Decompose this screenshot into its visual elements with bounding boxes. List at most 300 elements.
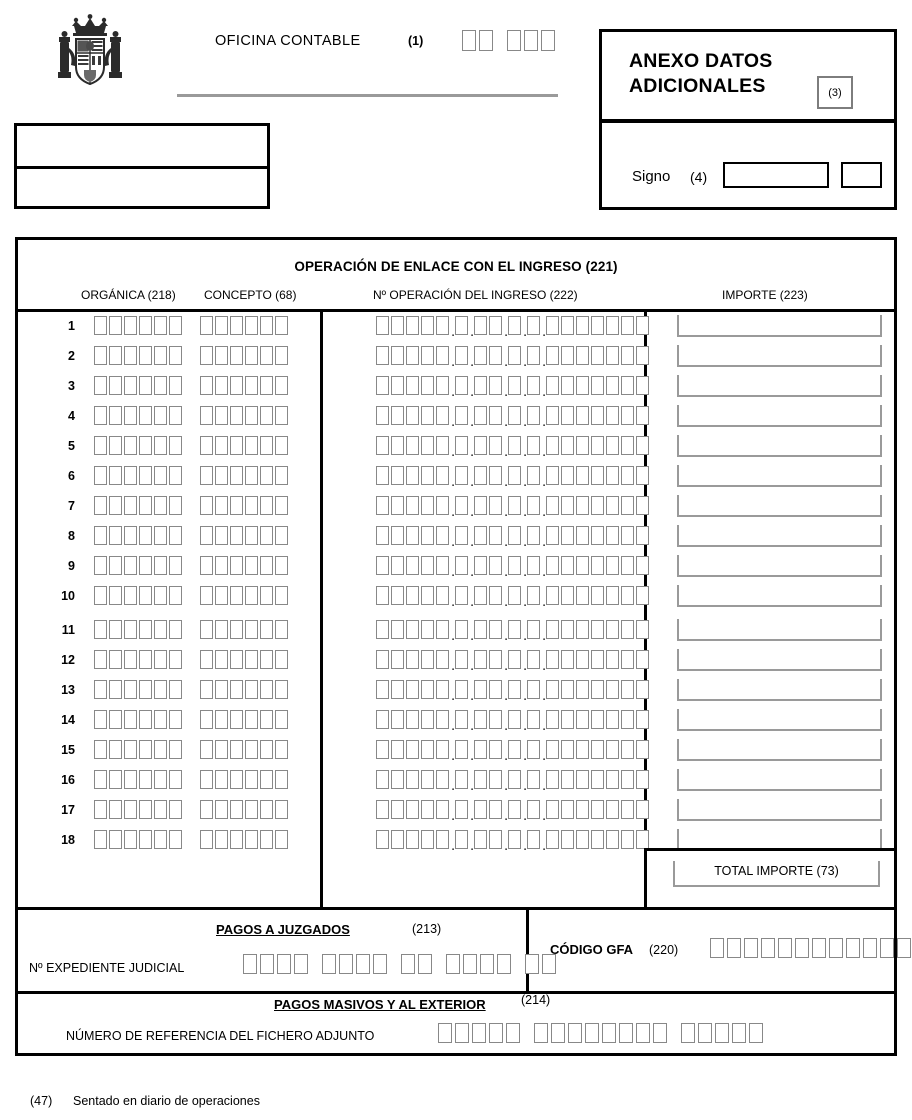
- input-cell[interactable]: [376, 316, 389, 335]
- input-cell[interactable]: [508, 650, 521, 669]
- input-cell[interactable]: [524, 30, 538, 51]
- input-cell[interactable]: [391, 556, 404, 575]
- input-cell[interactable]: [109, 526, 122, 545]
- input-cell[interactable]: [546, 526, 559, 545]
- input-cell[interactable]: [636, 496, 649, 515]
- concepto-input[interactable]: [200, 436, 290, 455]
- input-cell[interactable]: [462, 30, 476, 51]
- input-cell[interactable]: [215, 496, 228, 515]
- input-cell[interactable]: [215, 436, 228, 455]
- input-cell[interactable]: [474, 586, 487, 605]
- input-cell[interactable]: [406, 800, 419, 819]
- input-cell[interactable]: [215, 466, 228, 485]
- input-cell[interactable]: [245, 620, 258, 639]
- concepto-input[interactable]: [200, 740, 290, 759]
- input-cell[interactable]: [576, 496, 589, 515]
- importe-input[interactable]: [677, 555, 882, 577]
- input-cell[interactable]: [154, 466, 167, 485]
- input-cell[interactable]: [621, 830, 634, 849]
- input-cell[interactable]: [245, 496, 258, 515]
- input-cell[interactable]: [576, 740, 589, 759]
- concepto-input[interactable]: [200, 650, 290, 669]
- importe-input[interactable]: [677, 345, 882, 367]
- input-cell[interactable]: [455, 316, 468, 335]
- input-cell[interactable]: [636, 710, 649, 729]
- input-cell[interactable]: [169, 680, 182, 699]
- input-cell[interactable]: [621, 526, 634, 545]
- input-cell[interactable]: [169, 586, 182, 605]
- input-cell[interactable]: [455, 556, 468, 575]
- input-cell[interactable]: [421, 316, 434, 335]
- input-cell[interactable]: [436, 346, 449, 365]
- input-cell[interactable]: [591, 650, 604, 669]
- input-cell[interactable]: [200, 466, 213, 485]
- input-cell[interactable]: [591, 620, 604, 639]
- input-cell[interactable]: [169, 710, 182, 729]
- input-cell[interactable]: [489, 316, 502, 335]
- input-cell[interactable]: [245, 710, 258, 729]
- input-cell[interactable]: [215, 680, 228, 699]
- input-cell[interactable]: [576, 830, 589, 849]
- input-cell[interactable]: [376, 650, 389, 669]
- input-cell[interactable]: [139, 710, 152, 729]
- input-cell[interactable]: [406, 346, 419, 365]
- input-cell[interactable]: [154, 496, 167, 515]
- numero-operacion-ingreso-input[interactable]: [376, 436, 651, 460]
- input-cell[interactable]: [260, 526, 273, 545]
- input-cell[interactable]: [275, 680, 288, 699]
- amount-field[interactable]: [677, 769, 882, 791]
- input-cell[interactable]: [391, 800, 404, 819]
- input-cell[interactable]: [636, 406, 649, 425]
- input-cell[interactable]: [606, 346, 619, 365]
- input-cell[interactable]: [636, 376, 649, 395]
- input-cell[interactable]: [527, 710, 540, 729]
- organica-input[interactable]: [94, 346, 184, 365]
- input-cell[interactable]: [455, 1023, 469, 1043]
- input-cell[interactable]: [621, 376, 634, 395]
- input-cell[interactable]: [245, 800, 258, 819]
- input-cell[interactable]: [606, 650, 619, 669]
- input-cell[interactable]: [169, 406, 182, 425]
- input-cell[interactable]: [436, 556, 449, 575]
- input-cell[interactable]: [606, 770, 619, 789]
- input-cell[interactable]: [508, 496, 521, 515]
- input-cell[interactable]: [421, 680, 434, 699]
- input-cell[interactable]: [561, 556, 574, 575]
- numero-operacion-ingreso-input[interactable]: [376, 466, 651, 490]
- input-cell[interactable]: [508, 770, 521, 789]
- input-cell[interactable]: [436, 316, 449, 335]
- input-cell[interactable]: [169, 526, 182, 545]
- input-cell[interactable]: [681, 1023, 695, 1043]
- input-cell[interactable]: [455, 800, 468, 819]
- input-cell[interactable]: [474, 620, 487, 639]
- input-cell[interactable]: [139, 526, 152, 545]
- input-cell[interactable]: [109, 466, 122, 485]
- input-cell[interactable]: [636, 316, 649, 335]
- input-cell[interactable]: [230, 406, 243, 425]
- input-cell[interactable]: [260, 316, 273, 335]
- input-cell[interactable]: [489, 406, 502, 425]
- input-cell[interactable]: [436, 406, 449, 425]
- input-cell[interactable]: [561, 406, 574, 425]
- input-cell[interactable]: [109, 740, 122, 759]
- input-cell[interactable]: [474, 740, 487, 759]
- input-cell[interactable]: [489, 830, 502, 849]
- input-cell[interactable]: [215, 376, 228, 395]
- input-cell[interactable]: [260, 830, 273, 849]
- input-cell[interactable]: [139, 316, 152, 335]
- input-cell[interactable]: [636, 650, 649, 669]
- input-cell[interactable]: [576, 346, 589, 365]
- input-cell[interactable]: [421, 466, 434, 485]
- organica-input[interactable]: [94, 466, 184, 485]
- input-cell[interactable]: [169, 740, 182, 759]
- input-cell[interactable]: [576, 556, 589, 575]
- input-cell[interactable]: [376, 406, 389, 425]
- input-cell[interactable]: [94, 680, 107, 699]
- input-cell[interactable]: [406, 740, 419, 759]
- input-cell[interactable]: [275, 770, 288, 789]
- numero-operacion-ingreso-input[interactable]: [376, 770, 651, 794]
- input-cell[interactable]: [480, 954, 494, 974]
- input-cell[interactable]: [546, 586, 559, 605]
- input-cell[interactable]: [436, 466, 449, 485]
- input-cell[interactable]: [546, 406, 559, 425]
- input-cell[interactable]: [561, 316, 574, 335]
- input-cell[interactable]: [230, 586, 243, 605]
- input-cell[interactable]: [561, 740, 574, 759]
- input-cell[interactable]: [546, 436, 559, 455]
- organica-input[interactable]: [94, 740, 184, 759]
- input-cell[interactable]: [260, 800, 273, 819]
- concepto-input[interactable]: [200, 316, 290, 335]
- input-cell[interactable]: [508, 376, 521, 395]
- input-cell[interactable]: [200, 800, 213, 819]
- input-cell[interactable]: [421, 586, 434, 605]
- input-cell[interactable]: [591, 556, 604, 575]
- input-cell[interactable]: [455, 650, 468, 669]
- input-cell[interactable]: [275, 586, 288, 605]
- input-cell[interactable]: [94, 620, 107, 639]
- input-cell[interactable]: [322, 954, 336, 974]
- input-cell[interactable]: [200, 406, 213, 425]
- input-cell[interactable]: [260, 586, 273, 605]
- input-cell[interactable]: [438, 1023, 452, 1043]
- input-cell[interactable]: [527, 436, 540, 455]
- input-cell[interactable]: [230, 800, 243, 819]
- concepto-input[interactable]: [200, 586, 290, 605]
- input-cell[interactable]: [275, 830, 288, 849]
- input-cell[interactable]: [260, 770, 273, 789]
- input-cell[interactable]: [124, 466, 137, 485]
- input-cell[interactable]: [245, 406, 258, 425]
- input-cell[interactable]: [489, 800, 502, 819]
- input-cell[interactable]: [474, 800, 487, 819]
- input-cell[interactable]: [421, 650, 434, 669]
- input-cell[interactable]: [139, 436, 152, 455]
- input-cell[interactable]: [406, 770, 419, 789]
- input-cell[interactable]: [455, 436, 468, 455]
- input-cell[interactable]: [376, 376, 389, 395]
- input-cell[interactable]: [139, 466, 152, 485]
- input-cell[interactable]: [761, 938, 775, 958]
- numero-operacion-ingreso-input[interactable]: [376, 556, 651, 580]
- input-cell[interactable]: [109, 650, 122, 669]
- input-cell[interactable]: [154, 316, 167, 335]
- input-cell[interactable]: [169, 436, 182, 455]
- input-cell[interactable]: [260, 346, 273, 365]
- numero-operacion-ingreso-input[interactable]: [376, 376, 651, 400]
- input-cell[interactable]: [710, 938, 724, 958]
- organica-input[interactable]: [94, 406, 184, 425]
- input-cell[interactable]: [508, 316, 521, 335]
- input-cell[interactable]: [489, 346, 502, 365]
- input-cell[interactable]: [561, 680, 574, 699]
- concepto-input[interactable]: [200, 800, 290, 819]
- input-cell[interactable]: [527, 650, 540, 669]
- input-cell[interactable]: [636, 830, 649, 849]
- input-cell[interactable]: [94, 346, 107, 365]
- input-cell[interactable]: [474, 556, 487, 575]
- input-cell[interactable]: [275, 496, 288, 515]
- input-cell[interactable]: [406, 620, 419, 639]
- input-cell[interactable]: [230, 436, 243, 455]
- input-cell[interactable]: [508, 526, 521, 545]
- input-cell[interactable]: [260, 406, 273, 425]
- input-cell[interactable]: [124, 800, 137, 819]
- input-cell[interactable]: [551, 1023, 565, 1043]
- input-cell[interactable]: [576, 376, 589, 395]
- input-cell[interactable]: [527, 830, 540, 849]
- input-cell[interactable]: [527, 770, 540, 789]
- input-cell[interactable]: [154, 436, 167, 455]
- input-cell[interactable]: [109, 556, 122, 575]
- input-cell[interactable]: [591, 496, 604, 515]
- input-cell[interactable]: [260, 740, 273, 759]
- input-cell[interactable]: [245, 436, 258, 455]
- amount-field[interactable]: [677, 495, 882, 517]
- input-cell[interactable]: [406, 496, 419, 515]
- numero-operacion-ingreso-input[interactable]: [376, 406, 651, 430]
- input-cell[interactable]: [561, 466, 574, 485]
- organica-input[interactable]: [94, 316, 184, 335]
- input-cell[interactable]: [294, 954, 308, 974]
- amount-field[interactable]: [677, 345, 882, 367]
- input-cell[interactable]: [169, 556, 182, 575]
- input-cell[interactable]: [94, 436, 107, 455]
- input-cell[interactable]: [109, 586, 122, 605]
- input-cell[interactable]: [391, 680, 404, 699]
- input-cell[interactable]: [795, 938, 809, 958]
- input-cell[interactable]: [621, 406, 634, 425]
- input-cell[interactable]: [275, 346, 288, 365]
- input-cell[interactable]: [215, 710, 228, 729]
- input-cell[interactable]: [391, 316, 404, 335]
- codigo-gfa-input[interactable]: [710, 938, 912, 958]
- importe-input[interactable]: [677, 709, 882, 731]
- input-cell[interactable]: [275, 556, 288, 575]
- input-cell[interactable]: [527, 680, 540, 699]
- input-cell[interactable]: [391, 830, 404, 849]
- input-cell[interactable]: [200, 680, 213, 699]
- input-cell[interactable]: [489, 680, 502, 699]
- input-cell[interactable]: [391, 740, 404, 759]
- input-cell[interactable]: [260, 556, 273, 575]
- input-cell[interactable]: [606, 586, 619, 605]
- signo-input-secondary[interactable]: [841, 162, 882, 188]
- input-cell[interactable]: [169, 316, 182, 335]
- input-cell[interactable]: [636, 466, 649, 485]
- input-cell[interactable]: [489, 740, 502, 759]
- input-cell[interactable]: [124, 650, 137, 669]
- input-cell[interactable]: [541, 30, 555, 51]
- input-cell[interactable]: [124, 710, 137, 729]
- input-cell[interactable]: [527, 316, 540, 335]
- input-cell[interactable]: [508, 620, 521, 639]
- input-cell[interactable]: [391, 406, 404, 425]
- importe-input[interactable]: [677, 375, 882, 397]
- input-cell[interactable]: [576, 316, 589, 335]
- input-cell[interactable]: [455, 620, 468, 639]
- input-cell[interactable]: [636, 346, 649, 365]
- input-cell[interactable]: [455, 740, 468, 759]
- input-cell[interactable]: [546, 346, 559, 365]
- amount-field[interactable]: [677, 405, 882, 427]
- input-cell[interactable]: [421, 376, 434, 395]
- input-cell[interactable]: [508, 436, 521, 455]
- input-cell[interactable]: [508, 346, 521, 365]
- input-cell[interactable]: [200, 346, 213, 365]
- input-cell[interactable]: [94, 800, 107, 819]
- signo-input-primary[interactable]: [723, 162, 829, 188]
- input-cell[interactable]: [561, 800, 574, 819]
- input-cell[interactable]: [94, 376, 107, 395]
- input-cell[interactable]: [391, 650, 404, 669]
- input-cell[interactable]: [169, 650, 182, 669]
- input-cell[interactable]: [275, 466, 288, 485]
- input-cell[interactable]: [418, 954, 432, 974]
- input-cell[interactable]: [527, 376, 540, 395]
- input-cell[interactable]: [489, 770, 502, 789]
- input-cell[interactable]: [124, 740, 137, 759]
- input-cell[interactable]: [139, 406, 152, 425]
- input-cell[interactable]: [124, 586, 137, 605]
- input-cell[interactable]: [215, 800, 228, 819]
- input-cell[interactable]: [275, 620, 288, 639]
- input-cell[interactable]: [455, 586, 468, 605]
- amount-field[interactable]: [677, 315, 882, 337]
- input-cell[interactable]: [391, 770, 404, 789]
- input-cell[interactable]: [109, 376, 122, 395]
- input-cell[interactable]: [154, 376, 167, 395]
- input-cell[interactable]: [474, 316, 487, 335]
- input-cell[interactable]: [139, 376, 152, 395]
- input-cell[interactable]: [636, 680, 649, 699]
- input-cell[interactable]: [455, 526, 468, 545]
- input-cell[interactable]: [277, 954, 291, 974]
- input-cell[interactable]: [591, 710, 604, 729]
- input-cell[interactable]: [606, 800, 619, 819]
- input-cell[interactable]: [169, 346, 182, 365]
- input-cell[interactable]: [275, 800, 288, 819]
- input-cell[interactable]: [376, 346, 389, 365]
- input-cell[interactable]: [715, 1023, 729, 1043]
- input-cell[interactable]: [154, 680, 167, 699]
- input-cell[interactable]: [576, 710, 589, 729]
- input-cell[interactable]: [243, 954, 257, 974]
- input-cell[interactable]: [489, 710, 502, 729]
- input-cell[interactable]: [527, 466, 540, 485]
- input-cell[interactable]: [636, 740, 649, 759]
- concepto-input[interactable]: [200, 466, 290, 485]
- input-cell[interactable]: [621, 316, 634, 335]
- input-cell[interactable]: [474, 830, 487, 849]
- input-cell[interactable]: [455, 496, 468, 515]
- concepto-input[interactable]: [200, 406, 290, 425]
- input-cell[interactable]: [376, 620, 389, 639]
- input-cell[interactable]: [401, 954, 415, 974]
- input-cell[interactable]: [421, 830, 434, 849]
- amount-field[interactable]: [677, 619, 882, 641]
- input-cell[interactable]: [591, 680, 604, 699]
- input-cell[interactable]: [94, 586, 107, 605]
- input-cell[interactable]: [200, 436, 213, 455]
- input-cell[interactable]: [744, 938, 758, 958]
- input-cell[interactable]: [546, 770, 559, 789]
- input-cell[interactable]: [621, 710, 634, 729]
- importe-input[interactable]: [677, 649, 882, 671]
- input-cell[interactable]: [489, 526, 502, 545]
- input-cell[interactable]: [154, 346, 167, 365]
- input-cell[interactable]: [621, 556, 634, 575]
- input-cell[interactable]: [474, 376, 487, 395]
- input-cell[interactable]: [109, 346, 122, 365]
- input-cell[interactable]: [245, 376, 258, 395]
- input-cell[interactable]: [169, 770, 182, 789]
- input-cell[interactable]: [230, 526, 243, 545]
- input-cell[interactable]: [591, 526, 604, 545]
- input-cell[interactable]: [124, 436, 137, 455]
- input-cell[interactable]: [124, 620, 137, 639]
- numero-operacion-ingreso-input[interactable]: [376, 680, 651, 704]
- input-cell[interactable]: [561, 496, 574, 515]
- input-cell[interactable]: [260, 710, 273, 729]
- input-cell[interactable]: [606, 620, 619, 639]
- input-cell[interactable]: [606, 496, 619, 515]
- concepto-input[interactable]: [200, 526, 290, 545]
- input-cell[interactable]: [421, 556, 434, 575]
- input-cell[interactable]: [463, 954, 477, 974]
- importe-input[interactable]: [677, 435, 882, 457]
- total-importe-field[interactable]: [673, 861, 880, 887]
- input-cell[interactable]: [508, 466, 521, 485]
- input-cell[interactable]: [391, 466, 404, 485]
- input-cell[interactable]: [94, 496, 107, 515]
- input-cell[interactable]: [489, 650, 502, 669]
- input-cell[interactable]: [546, 376, 559, 395]
- input-cell[interactable]: [653, 1023, 667, 1043]
- input-cell[interactable]: [154, 800, 167, 819]
- input-cell[interactable]: [421, 800, 434, 819]
- input-cell[interactable]: [139, 620, 152, 639]
- input-cell[interactable]: [260, 436, 273, 455]
- input-cell[interactable]: [489, 376, 502, 395]
- input-cell[interactable]: [474, 346, 487, 365]
- input-cell[interactable]: [474, 680, 487, 699]
- organica-input[interactable]: [94, 770, 184, 789]
